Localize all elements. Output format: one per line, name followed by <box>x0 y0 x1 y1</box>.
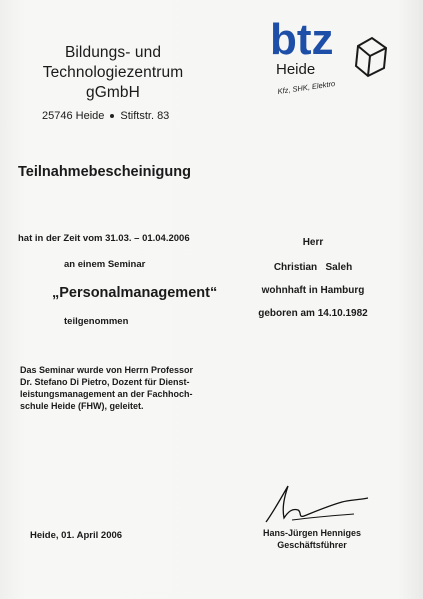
participant-first-name: Christian <box>273 262 318 273</box>
description-line-4: schule Heide (FHW), geleitet. <box>20 401 144 411</box>
certificate-title: Teilnahmebescheinigung <box>18 164 191 180</box>
participation-text: teilgenommen <box>64 316 129 327</box>
org-name-line-1: Bildungs- und <box>64 44 162 61</box>
cube-icon <box>356 38 386 76</box>
signatory-role: Geschäftsführer <box>277 540 347 550</box>
org-name-line-2: Technologiezentrum <box>42 64 184 81</box>
org-name-line-3: gGmbH <box>86 84 140 101</box>
org-postal-city: 25746 Heide <box>42 110 105 122</box>
signatory-name: Hans-Jürgen Henniges <box>262 528 362 538</box>
description-line-1: Das Seminar wurde von Herrn Professor <box>20 365 194 375</box>
logo-graphic <box>268 14 394 98</box>
description-line-3: leistungsmanagement an der Fachhoch- <box>20 389 193 399</box>
description-line-2: Dr. Stefano Di Pietro, Dozent für Dienst- <box>20 377 190 387</box>
separator-dot <box>110 114 114 118</box>
participant-name <box>228 262 398 273</box>
participant-birth: geboren am 14.10.1982 <box>258 308 368 319</box>
org-street: Stiftstr. 83 <box>120 110 170 122</box>
place-date: Heide, 01. April 2006 <box>30 530 123 541</box>
seminar-period: hat in der Zeit vom 31.03. – 01.04.2006 <box>18 233 190 244</box>
seminar-intro: an einem Seminar <box>64 259 146 270</box>
logo-tagline: Kfz, SHK, Elektro <box>277 79 336 96</box>
org-address <box>42 110 169 122</box>
participant-salutation: Herr <box>302 237 324 248</box>
seminar-description <box>20 364 193 412</box>
participant-residence: wohnhaft in Hamburg <box>261 285 365 296</box>
logo-brand: btz <box>270 15 334 64</box>
participant-last-name: Saleh <box>325 262 353 273</box>
logo-city: Heide <box>276 61 316 78</box>
btz-logo <box>268 14 394 98</box>
seminar-name: „Personalmanagement“ <box>52 285 218 301</box>
handwritten-signature <box>258 478 378 528</box>
